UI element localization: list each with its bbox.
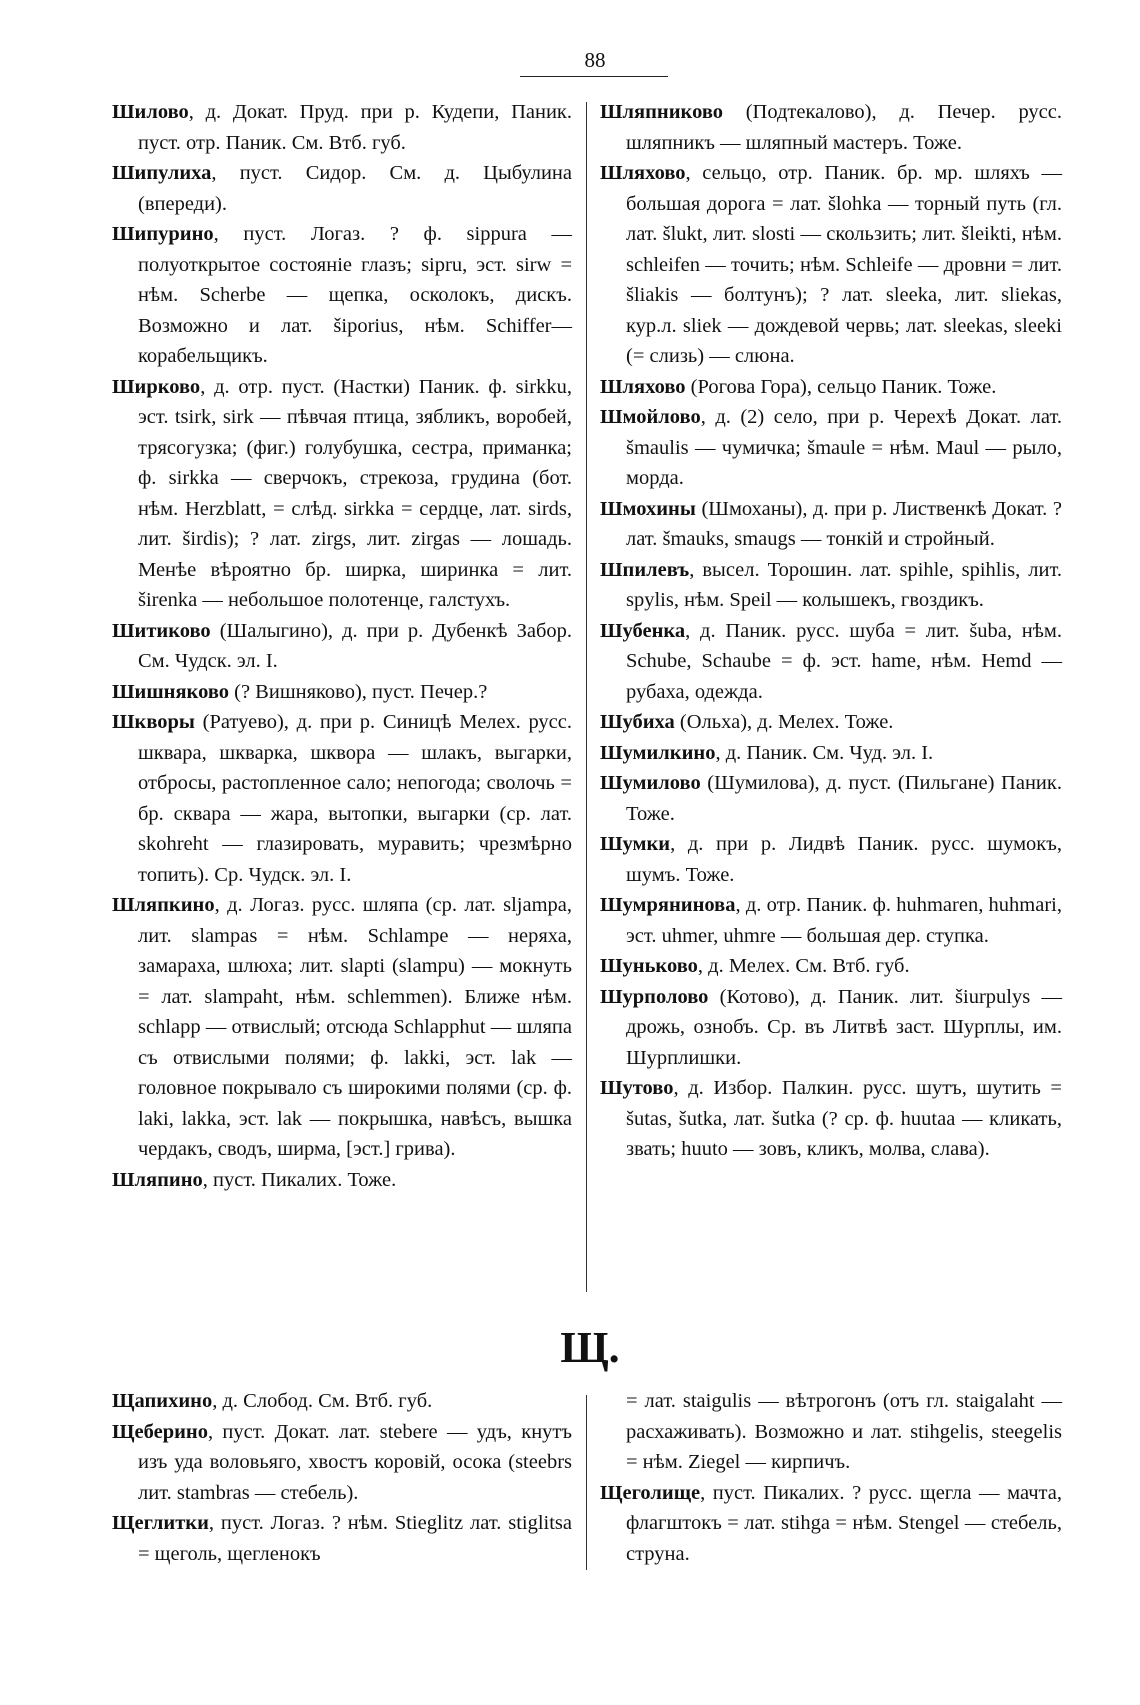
entry (112, 158, 572, 219)
entry (112, 97, 572, 158)
headword: Ширково (112, 375, 201, 398)
entry (600, 402, 1062, 494)
entry-text: , д. Мелех. См. Втб. губ. (697, 955, 910, 977)
headword: Шипулиха (112, 162, 212, 184)
entry (112, 372, 572, 616)
entry-text: , пуст. Логаз. ? ф. sippura — полуоткрытое состояніе глазъ; sipru, эст. sirw = нѣм. Scherbe — щепка, осколокъ, дискъ. Возможно и лат. šiporius, нѣм. Schiffer—корабельщикъ. (138, 223, 572, 367)
entry-text: , пуст. Сидор. См. д. Цыбулина (впереди). (138, 162, 572, 215)
entry (112, 890, 572, 1165)
entry-text: (Ольха), д. Мелех. Тоже. (674, 711, 894, 733)
entry (600, 372, 1062, 403)
headword: Шурполово (600, 985, 709, 1008)
headword: Шляхово (600, 162, 686, 184)
entry-text: (Подтекалово), д. Печер. русс. шляпникъ — шляпный мастеръ. Тоже. (626, 101, 1062, 154)
headword: Щеберино (112, 1420, 208, 1443)
headword: Шпилевъ (600, 558, 690, 581)
column-divider-bottom (586, 1395, 587, 1570)
section-heading-letter: Щ. (560, 1323, 620, 1372)
entry (600, 555, 1062, 616)
entry-text: , пуст. Логаз. ? нѣм. Stieglitz лат. stiglitsa = щеголь, щегленокъ (138, 1512, 572, 1565)
entry (600, 829, 1062, 890)
column-divider-top (586, 102, 587, 1292)
headword: Щеглитки (112, 1512, 209, 1534)
headword: Шилово (112, 101, 189, 123)
entry-text: , д. Логаз. русс. шляпа (ср. лат. sljampa, лит. slampas = нѣм. Schlampe — неряха, замараха, шлюха; лит. slapti (slampu) — мокнуть = лат. slampaht, нѣм. schlemmen). Ближе нѣм. schlapp — отвислый; отсюда Schlapphut — шляпа съ отвислыми полями; ф. lakki, эст. lak — головное покрывало съ широкими полями (ср. ф. laki, lakka, эст. lak — покрышка, навѣсъ, вышка чердакъ, сводъ, ширма, [эст.] грива). (138, 894, 572, 1160)
entry-text: , д. отр. пуст. (Настки) Паник. ф. sirkku, эст. tsirk, sirk — пѣвчая птица, зябликъ, воробей, трясогузка; (фиг.) голубушка, сестра, приманка; ф. sirkka — сверчокъ, стрекоза, грудина (бот. нѣм. Herzblatt, = слѣд. sirkka = сердце, лат. sirds, лит. širdis); ? лат. zirgs, лит. zirgas — лошадь. Менѣе вѣроятно бр. ширка, ширинка = лит. širenka — небольшое полотенце, галстухъ. (138, 375, 572, 611)
entry (600, 158, 1062, 372)
headword: Шумрянинова (600, 894, 736, 916)
headword: Шмохины (600, 497, 696, 520)
entry-text: , д. Слобод. См. Втб. губ. (212, 1390, 433, 1412)
entry-text: (Ратуево), д. при р. Синицѣ Мелех. русс. шквара, шкварка, шквора — шлакъ, выгарки, отбросы, растопленное сало; непогода; сволочь = бр. сквара — жара, вытопки, выгарки (ср. лат. skohreht — глазировать, муравить; чрезмѣрно топить). Ср. Чудск. эл. I. (138, 711, 572, 886)
headword: Шуньково (600, 955, 698, 977)
entry (112, 1417, 572, 1509)
entry-text: , пуст. Докат. лат. stebere — удъ, кнутъ изъ уда воловьяго, хвостъ коровій, осока (steebrs лит. stambras — стебель). (138, 1420, 572, 1504)
entry (112, 1165, 572, 1196)
entry (600, 982, 1062, 1074)
headword: Шкворы (112, 711, 195, 733)
entry-text: , д. Докат. Пруд. при р. Кудепи, Паник. пуст. отр. Паник. См. Втб. губ. (138, 101, 572, 154)
entry-text: , д. отр. Паник. ф. huhmaren, huhmari, эст. uhmer, uhmre — большая дер. ступка. (626, 894, 1062, 947)
column-left-bottom (112, 1386, 572, 1569)
entry (600, 890, 1062, 951)
entry (112, 219, 572, 372)
headword: Шляпкино (112, 894, 215, 916)
entry (600, 1073, 1062, 1165)
entry (600, 738, 1062, 769)
entry-text: , пуст. Пикалих. ? русс. щегла — мачта, флагштокъ = лат. stihga = нѣм. Stengel — стебель, струна. (626, 1481, 1062, 1565)
headword: Шляпниково (600, 101, 723, 123)
page-number: 88 (584, 48, 606, 72)
entry-text: , сельцо, отр. Паник. бр. мр. шляхъ — большая дорога = лат. šlohka — торный путь (гл. лат. šlukt, лит. slosti — скользить; лит. šleikti, нѣм. schleifen — точить; нѣм. Schleife — дровни = лит. šliakis — болтунъ); ? лат. sleeka, лит. sliekas, кур.л. sliek — дождевой червь; лат. sleekas, sleeki (= слизь) — слюна. (626, 162, 1062, 367)
entry-text: (Шалыгино), д. при р. Дубенкѣ Забор. См. Чудск. эл. I. (138, 619, 572, 672)
entry-text: , д. Паник. См. Чуд. эл. I. (715, 741, 934, 764)
entry-text: , высел. Торошин. лат. spihle, spihlis, лит. spylis, нѣм. Speil — колышекъ, гвоздикъ. (626, 558, 1062, 611)
entry-text: , д. Избор. Палкин. русс. шутъ, шутить = šutas, šutka, лат. šutka (? ср. ф. huutaa — кликать, звать; huuto — зовъ, кликъ, молва, слава). (626, 1077, 1062, 1160)
entry (600, 707, 1062, 738)
entry-continuation: = лат. staigulis — вѣтрогонъ (отъ гл. staigalaht — расхаживать). Возможно и лат. stihgelis, steegelis = нѣм. Ziegel — кирпичъ. (626, 1390, 1062, 1473)
entry (600, 951, 1062, 982)
headword: Шубенка (600, 619, 686, 642)
entry-text: (Рогова Гора), сельцо Паник. Тоже. (685, 375, 997, 398)
headword: Щапихино (112, 1390, 213, 1412)
entry-text: , д. Паник. русс. шуба = лит. šuba, нѣм. Schube, Schaube = ф. эст. hame, нѣм. Hemd — рубаха, одежда. (626, 619, 1062, 703)
entry-text: (Шумилова), д. пуст. (Пильгане) Паник. Тоже. (626, 772, 1062, 825)
entry (112, 1386, 572, 1417)
entry (112, 1508, 572, 1569)
headword: Шляхово (600, 375, 686, 398)
entry (600, 768, 1062, 829)
entry-text: (Шмоханы), д. при р. Лиственкѣ Докат. ? лат. šmauks, smaugs — тонкій и стройный. (626, 497, 1062, 550)
column-left-top (112, 97, 572, 1195)
entry (112, 707, 572, 890)
headword: Шутово (600, 1077, 674, 1099)
headword: Щеголище (600, 1481, 701, 1504)
page-number-rule (520, 76, 668, 77)
entry (600, 494, 1062, 555)
headword: Шитиково (112, 619, 211, 642)
headword: Шумки (600, 833, 671, 855)
headword: Шипурино (112, 223, 214, 245)
headword: Шмойлово (600, 406, 701, 428)
headword: Шумилкино (600, 741, 716, 764)
entry-text: (? Вишняково), пуст. Печер.? (229, 680, 488, 703)
entry (600, 97, 1062, 158)
column-right-top (600, 97, 1062, 1165)
entry-text: , д. при р. Лидвѣ Паник. русс. шумокъ, шумъ. Тоже. (626, 833, 1062, 886)
entry (112, 616, 572, 677)
entry-text: , пуст. Пикалих. Тоже. (202, 1168, 397, 1191)
entry-text: (Котово), д. Паник. лит. šiurpulys — дрожь, ознобъ. Ср. въ Литвѣ заст. Шурплы, им. Шурплишки. (626, 985, 1062, 1069)
headword: Шишняково (112, 680, 229, 703)
headword: Шубиха (600, 711, 675, 733)
entry (112, 677, 572, 708)
headword: Шляпино (112, 1168, 203, 1191)
entry (600, 1478, 1062, 1570)
column-right-bottom (600, 1386, 1062, 1569)
headword: Шумилово (600, 772, 701, 794)
entry-text: , д. (2) село, при р. Черехѣ Докат. лат. šmaulis — чумичка; šmaule = нѣм. Maul — рыло, морда. (626, 406, 1062, 489)
entry (600, 616, 1062, 708)
